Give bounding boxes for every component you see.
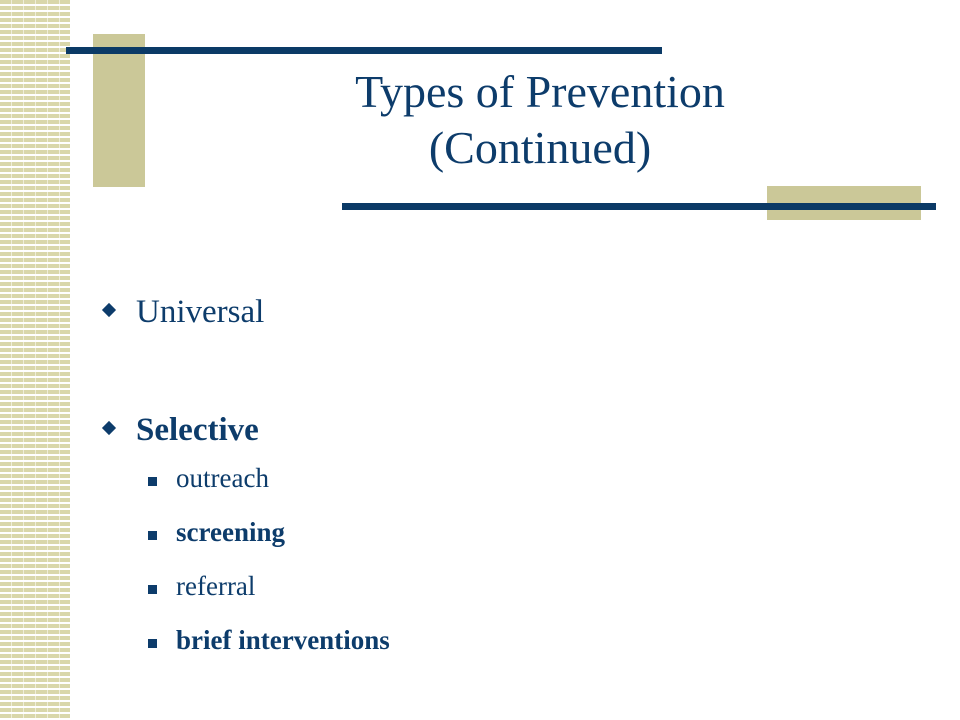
sub-bullet-label: brief interventions xyxy=(176,625,390,655)
sub-bullet-item-brief-interventions xyxy=(100,622,900,658)
square-bullet-icon xyxy=(148,477,157,486)
left-decorative-strip xyxy=(0,0,70,720)
title-rule-top xyxy=(66,47,662,54)
square-bullet-icon xyxy=(148,531,157,540)
bullet-item-universal xyxy=(100,288,900,336)
diamond-bullet-icon xyxy=(102,421,116,435)
slide-title-line-1: Types of Prevention xyxy=(355,66,725,117)
sub-bullet-item-referral xyxy=(100,568,900,604)
sub-bullet-label: screening xyxy=(176,517,285,547)
bullet-label: Universal xyxy=(136,294,265,330)
bullet-item-selective xyxy=(100,406,900,454)
strip-pattern xyxy=(0,0,70,720)
sub-bullet-item-screening xyxy=(100,514,900,550)
slide-title xyxy=(240,64,840,176)
title-rule-bottom xyxy=(342,203,936,210)
sub-bullet-label: referral xyxy=(176,571,256,601)
sub-bullet-label: outreach xyxy=(176,463,269,493)
square-bullet-icon xyxy=(148,639,157,648)
slide-title-line-2: (Continued) xyxy=(428,122,652,173)
sub-bullet-list xyxy=(100,460,900,658)
sub-bullet-item-outreach xyxy=(100,460,900,496)
bullet-label: Selective xyxy=(136,412,259,448)
bullet-list xyxy=(100,288,900,676)
accent-block-top-left xyxy=(93,34,145,187)
square-bullet-icon xyxy=(148,585,157,594)
diamond-bullet-icon xyxy=(102,303,116,317)
